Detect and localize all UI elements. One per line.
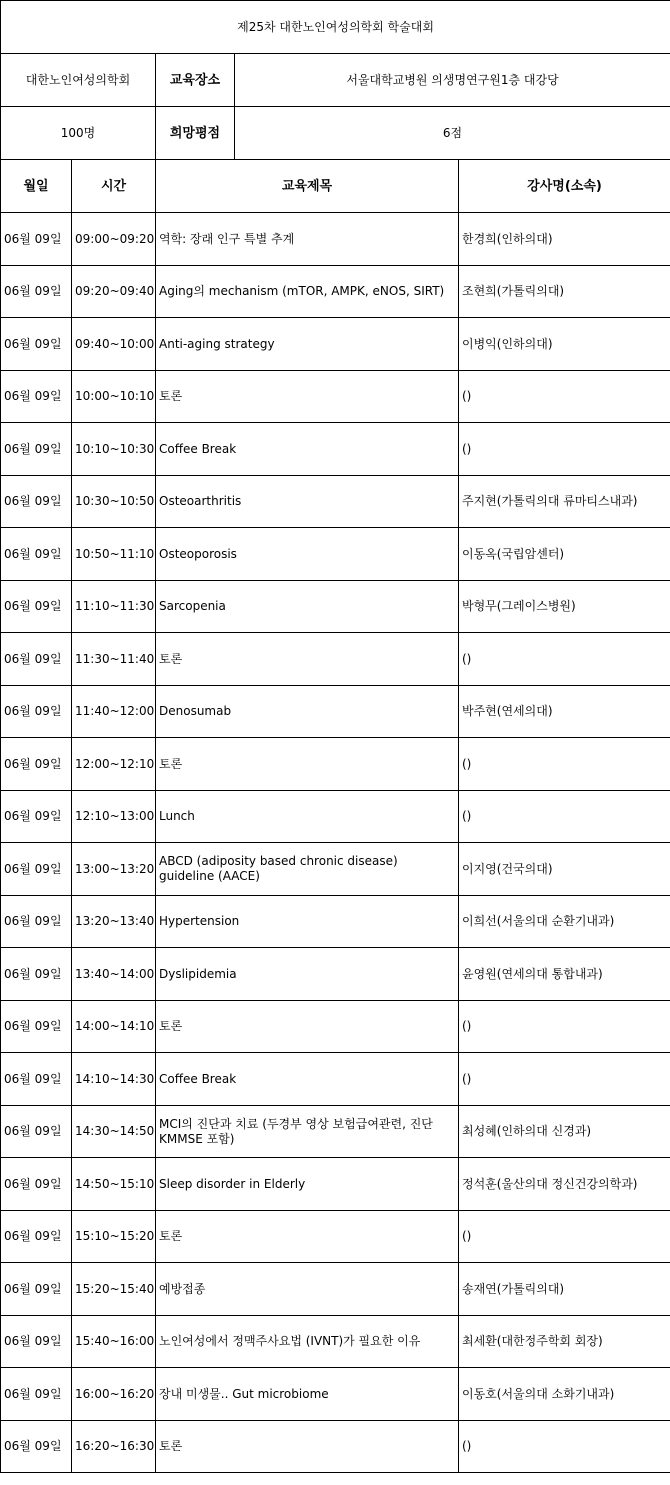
row-topic: ABCD (adiposity based chronic disease) guideline (AACE) xyxy=(156,843,459,896)
table-row xyxy=(1,266,670,318)
row-lecturer: 이동호(서울의대 소화기내과) xyxy=(459,1368,670,1421)
row-time: 09:20~09:40 xyxy=(72,266,156,318)
row-time: 14:10~14:30 xyxy=(72,1053,156,1106)
capacity-value: 100명 xyxy=(1,107,156,160)
row-topic: 토론 xyxy=(156,1001,459,1053)
row-topic: Hypertension xyxy=(156,896,459,948)
row-date: 06월 09일 xyxy=(1,1053,72,1106)
table-row xyxy=(1,738,670,791)
row-time: 10:10~10:30 xyxy=(72,423,156,476)
row-time: 15:20~15:40 xyxy=(72,1263,156,1316)
row-time: 11:40~12:00 xyxy=(72,686,156,738)
row-topic: Denosumab xyxy=(156,686,459,738)
points-label: 희망평점 xyxy=(156,107,235,160)
row-topic: Lunch xyxy=(156,791,459,843)
table-row xyxy=(1,581,670,633)
table-row xyxy=(1,528,670,581)
row-date: 06월 09일 xyxy=(1,1316,72,1368)
table-row xyxy=(1,948,670,1001)
row-topic: 토론 xyxy=(156,1421,459,1473)
column-header-date: 월일 xyxy=(1,160,72,213)
row-time: 13:00~13:20 xyxy=(72,843,156,896)
row-date: 06월 09일 xyxy=(1,213,72,266)
table-row xyxy=(1,213,670,266)
column-header-lecturer: 강사명(소속) xyxy=(459,160,670,213)
row-lecturer: 한경희(인하의대) xyxy=(459,213,670,266)
event-title: 제25차 대한노인여성의학회 학술대회 xyxy=(1,1,670,54)
row-lecturer: () xyxy=(459,1211,670,1263)
row-time: 12:00~12:10 xyxy=(72,738,156,791)
row-topic: 역학: 장래 인구 특별 추계 xyxy=(156,213,459,266)
row-date: 06월 09일 xyxy=(1,528,72,581)
row-date: 06월 09일 xyxy=(1,1211,72,1263)
row-lecturer: () xyxy=(459,371,670,423)
table-row xyxy=(1,843,670,896)
row-lecturer: () xyxy=(459,1001,670,1053)
row-date: 06월 09일 xyxy=(1,581,72,633)
row-time: 15:40~16:00 xyxy=(72,1316,156,1368)
row-date: 06월 09일 xyxy=(1,318,72,371)
row-topic: Aging의 mechanism (mTOR, AMPK, eNOS, SIRT) xyxy=(156,266,459,318)
row-time: 09:00~09:20 xyxy=(72,213,156,266)
row-topic: Osteoporosis xyxy=(156,528,459,581)
row-lecturer: 최세환(대한정주학회 회장) xyxy=(459,1316,670,1368)
column-header-time: 시간 xyxy=(72,160,156,213)
row-topic: Osteoarthritis xyxy=(156,476,459,528)
points-value: 6점 xyxy=(235,107,670,160)
row-lecturer: 정석훈(울산의대 정신건강의학과) xyxy=(459,1158,670,1211)
row-lecturer: () xyxy=(459,423,670,476)
table-row xyxy=(1,1211,670,1263)
table-row xyxy=(1,1368,670,1421)
row-time: 12:10~13:00 xyxy=(72,791,156,843)
table-row xyxy=(1,896,670,948)
row-time: 10:50~11:10 xyxy=(72,528,156,581)
row-time: 10:30~10:50 xyxy=(72,476,156,528)
row-date: 06월 09일 xyxy=(1,896,72,948)
table-row xyxy=(1,476,670,528)
row-lecturer: () xyxy=(459,791,670,843)
row-lecturer: 박형무(그레이스병원) xyxy=(459,581,670,633)
row-lecturer: 이지영(건국의대) xyxy=(459,843,670,896)
row-lecturer: 이희선(서울의대 순환기내과) xyxy=(459,896,670,948)
row-lecturer: 조현희(가톨릭의대) xyxy=(459,266,670,318)
table-row xyxy=(1,1316,670,1368)
capacity-row xyxy=(1,107,670,160)
row-time: 11:30~11:40 xyxy=(72,633,156,686)
row-lecturer: () xyxy=(459,633,670,686)
table-row xyxy=(1,1053,670,1106)
row-time: 15:10~15:20 xyxy=(72,1211,156,1263)
row-topic: 토론 xyxy=(156,633,459,686)
row-lecturer: 송재연(가톨릭의대) xyxy=(459,1263,670,1316)
row-lecturer: 윤영원(연세의대 통합내과) xyxy=(459,948,670,1001)
row-time: 11:10~11:30 xyxy=(72,581,156,633)
row-date: 06월 09일 xyxy=(1,738,72,791)
title-row xyxy=(1,1,670,54)
table-row xyxy=(1,1106,670,1158)
row-date: 06월 09일 xyxy=(1,1158,72,1211)
row-time: 10:00~10:10 xyxy=(72,371,156,423)
row-topic: MCI의 진단과 치료 (두경부 영상 보험급여관련, 진단 KMMSE 포함) xyxy=(156,1106,459,1158)
table-row xyxy=(1,318,670,371)
row-lecturer: 이병익(인하의대) xyxy=(459,318,670,371)
row-topic: 토론 xyxy=(156,1211,459,1263)
table-row xyxy=(1,791,670,843)
row-date: 06월 09일 xyxy=(1,1001,72,1053)
row-time: 09:40~10:00 xyxy=(72,318,156,371)
table-row xyxy=(1,686,670,738)
row-lecturer: 최성혜(인하의대 신경과) xyxy=(459,1106,670,1158)
row-time: 14:50~15:10 xyxy=(72,1158,156,1211)
table-row xyxy=(1,633,670,686)
row-date: 06월 09일 xyxy=(1,791,72,843)
row-date: 06월 09일 xyxy=(1,1263,72,1316)
row-date: 06월 09일 xyxy=(1,633,72,686)
table-row xyxy=(1,423,670,476)
row-lecturer: 주지현(가톨릭의대 류마티스내과) xyxy=(459,476,670,528)
row-time: 13:20~13:40 xyxy=(72,896,156,948)
row-date: 06월 09일 xyxy=(1,1421,72,1473)
row-topic: 예방접종 xyxy=(156,1263,459,1316)
row-topic: Coffee Break xyxy=(156,423,459,476)
organizer: 대한노인여성의학회 xyxy=(1,54,156,107)
row-date: 06월 09일 xyxy=(1,948,72,1001)
row-time: 16:20~16:30 xyxy=(72,1421,156,1473)
table-row xyxy=(1,1001,670,1053)
table-row xyxy=(1,371,670,423)
row-time: 13:40~14:00 xyxy=(72,948,156,1001)
venue-row xyxy=(1,54,670,107)
row-topic: Sleep disorder in Elderly xyxy=(156,1158,459,1211)
row-topic: 토론 xyxy=(156,738,459,791)
table-row xyxy=(1,1421,670,1473)
row-date: 06월 09일 xyxy=(1,476,72,528)
venue-value: 서울대학교병원 의생명연구원1층 대강당 xyxy=(235,54,670,107)
row-lecturer: () xyxy=(459,738,670,791)
row-date: 06월 09일 xyxy=(1,843,72,896)
row-lecturer: 이동옥(국립암센터) xyxy=(459,528,670,581)
row-date: 06월 09일 xyxy=(1,266,72,318)
row-lecturer: 박주현(연세의대) xyxy=(459,686,670,738)
row-topic: 장내 미생물.. Gut microbiome xyxy=(156,1368,459,1421)
row-date: 06월 09일 xyxy=(1,686,72,738)
row-lecturer: () xyxy=(459,1421,670,1473)
row-date: 06월 09일 xyxy=(1,1368,72,1421)
row-topic: Anti-aging strategy xyxy=(156,318,459,371)
row-time: 14:30~14:50 xyxy=(72,1106,156,1158)
header-row xyxy=(1,160,670,213)
row-topic: Dyslipidemia xyxy=(156,948,459,1001)
row-date: 06월 09일 xyxy=(1,423,72,476)
venue-label: 교육장소 xyxy=(156,54,235,107)
table-row xyxy=(1,1158,670,1211)
row-topic: 노인여성에서 정맥주사요법 (IVNT)가 필요한 이유 xyxy=(156,1316,459,1368)
row-time: 14:00~14:10 xyxy=(72,1001,156,1053)
row-date: 06월 09일 xyxy=(1,371,72,423)
row-date: 06월 09일 xyxy=(1,1106,72,1158)
row-time: 16:00~16:20 xyxy=(72,1368,156,1421)
row-topic: 토론 xyxy=(156,371,459,423)
column-header-topic: 교육제목 xyxy=(156,160,459,213)
row-topic: Coffee Break xyxy=(156,1053,459,1106)
row-topic: Sarcopenia xyxy=(156,581,459,633)
row-lecturer: () xyxy=(459,1053,670,1106)
table-row xyxy=(1,1263,670,1316)
